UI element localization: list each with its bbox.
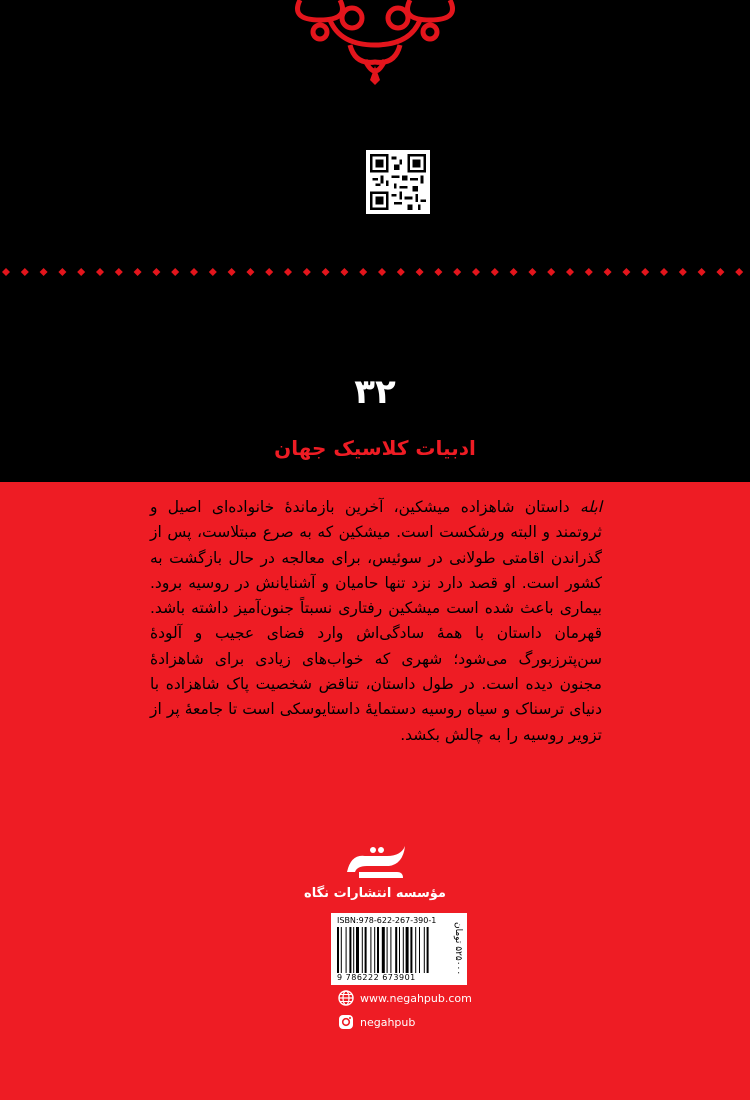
series-title: ادبیات کلاسیک جهان [274, 436, 476, 460]
negah-logo-icon [343, 842, 409, 882]
website-row[interactable] [338, 989, 472, 1007]
qr-code[interactable] [366, 150, 430, 214]
qr-code-icon [370, 154, 426, 210]
description-text: داستان شاهزاده میشکین، آخرین بازماندهٔ خانواده‌ای اصیل و ثروتمند و البته ورشکست است. میشکین که به صرع مبتلاست، پس از گذراندن اقامتی طولانی در سوئیس، برای معالجه در حال بازگشت به کشور است. او قصد دارد نزد تنها حامیان و آشنایانش در روسیه برود. بیماری باعث شده است میشکین رفتاری نسبتاً جنون‌آمیز داشته باشد. قهرمان داستان با همهٔ سادگی‌اش وارد فضای عجیب و آلودهٔ سن‌پترزبورگ می‌شود؛ شهری که خواب‌های زیادی برای شاهزادهٔ مجنون دیده است. در طول داستان، تناقض شخصیت پاک شاهزاده با دنیای ترسناک و سیاه روسیه دستمایهٔ داستایوسکی است تا جامعهٔ پر از تزویر روسیه را به چالش بکشد. [150, 498, 602, 744]
top-black-panel [0, 0, 750, 482]
publisher-name: مؤسسه انتشارات نگاه [304, 886, 446, 901]
barcode-panel [331, 913, 467, 985]
instagram-row[interactable] [338, 1013, 415, 1031]
globe-icon [338, 990, 354, 1006]
isbn-digits: 9 786222 673901 [337, 973, 416, 982]
barcode-icon [337, 927, 443, 973]
instagram-icon [338, 1014, 354, 1030]
website-link[interactable]: www.negahpub.com [360, 991, 472, 1005]
book-title-word: ابله [579, 498, 602, 516]
ornament-icon [280, 0, 470, 85]
isbn-label: ISBN:978-622-267-390-1 [337, 916, 437, 925]
book-description [150, 495, 602, 748]
diamond-border [0, 262, 750, 282]
series-number: ۳۲ [354, 372, 396, 412]
instagram-handle[interactable]: negahpub [360, 1015, 416, 1029]
price-label: ۵۲۵۰۰۰ تومان [453, 922, 463, 976]
